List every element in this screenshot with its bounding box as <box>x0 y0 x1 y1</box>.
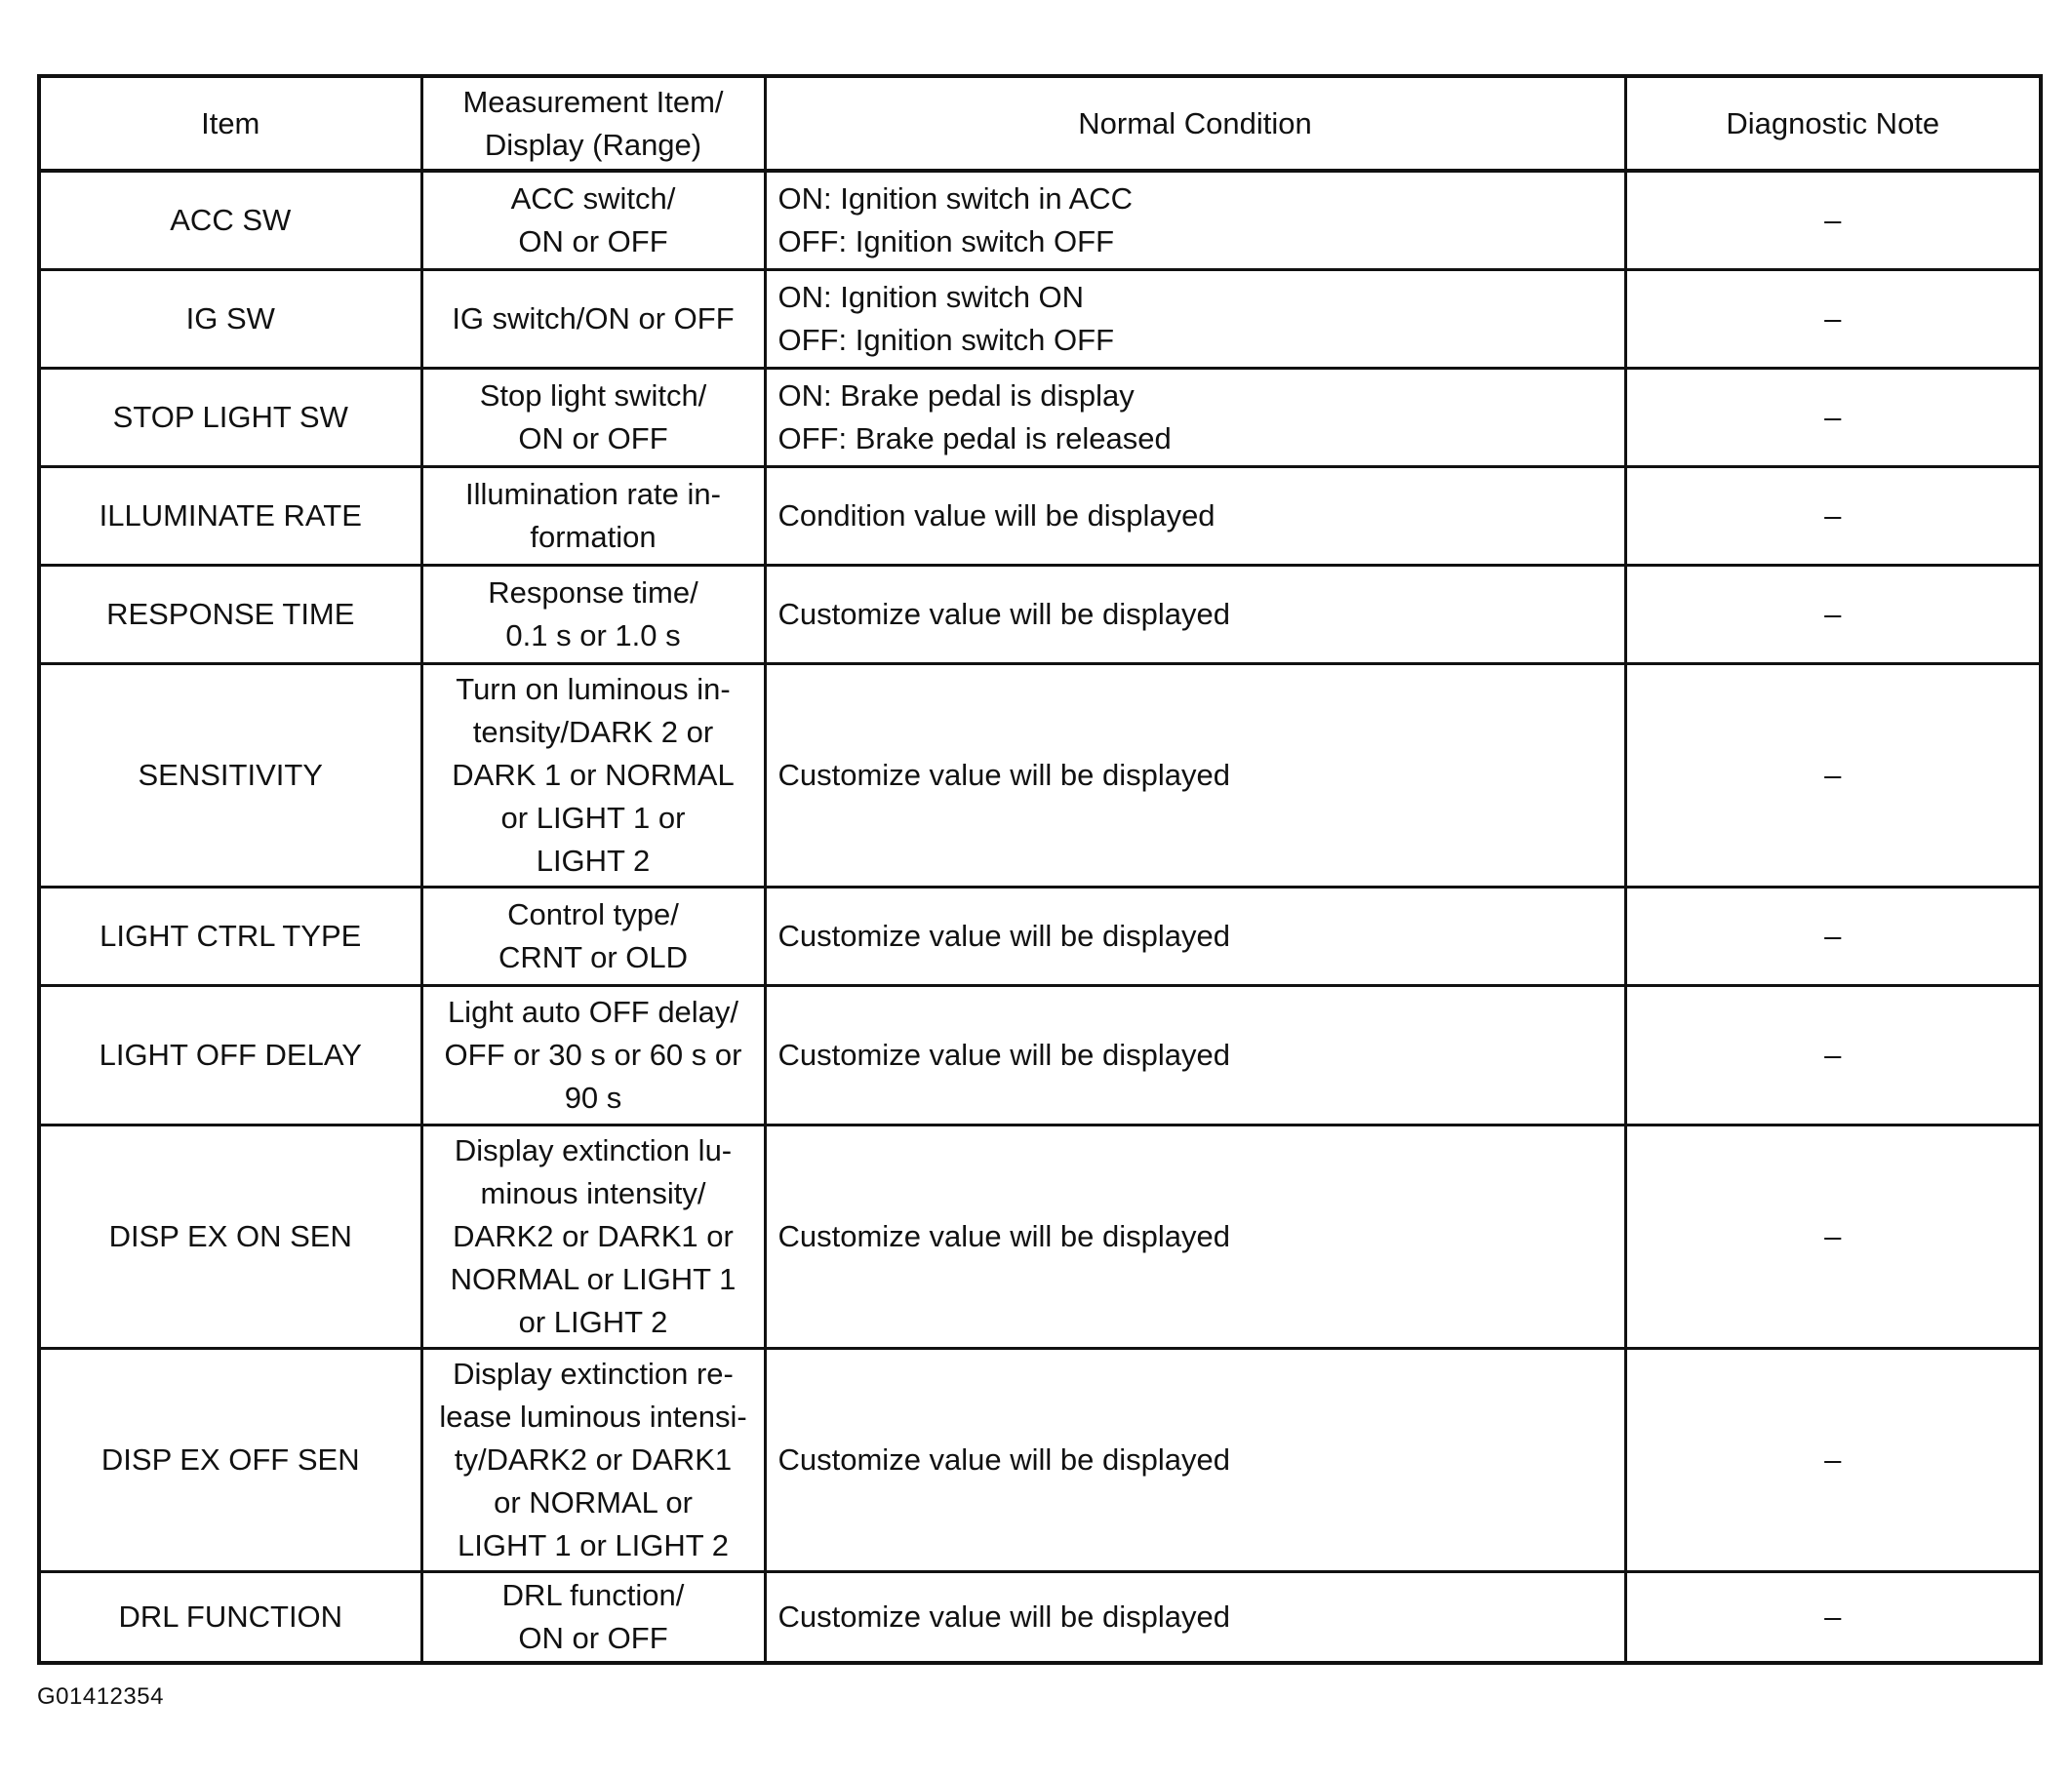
data-list-table <box>37 74 2043 1665</box>
condition-line: Customize value will be displayed <box>777 918 1231 953</box>
measurement-line: Stop light switch/ <box>479 377 707 413</box>
condition-cell <box>765 887 1625 985</box>
measurement-line: lease luminous intensi- <box>439 1399 747 1434</box>
table-row <box>39 171 2041 269</box>
table-row <box>39 985 2041 1125</box>
measurement-cell <box>421 565 765 663</box>
measurement-line: or LIGHT 1 or <box>500 800 686 835</box>
condition-cell <box>765 171 1625 269</box>
header-normal-condition: Normal Condition <box>765 76 1625 171</box>
condition-line: OFF: Ignition switch OFF <box>777 322 1115 357</box>
item-cell: SENSITIVITY <box>39 663 421 887</box>
header-item: Item <box>39 76 421 171</box>
measurement-line: Display extinction re- <box>453 1356 734 1391</box>
table-row <box>39 663 2041 887</box>
measurement-line: Light auto OFF delay/ <box>447 994 739 1029</box>
condition-line: Customize value will be displayed <box>777 1599 1231 1634</box>
table-row <box>39 1125 2041 1348</box>
measurement-cell <box>421 1571 765 1663</box>
measurement-line: or NORMAL or <box>494 1484 693 1520</box>
condition-cell <box>765 565 1625 663</box>
condition-cell <box>765 1571 1625 1663</box>
condition-line: Customize value will be displayed <box>777 1441 1231 1477</box>
header-diagnostic-note: Diagnostic Note <box>1625 76 2041 171</box>
measurement-line: minous intensity/ <box>480 1175 706 1210</box>
measurement-line: Turn on luminous in- <box>456 671 731 706</box>
measurement-line: DRL function/ <box>501 1577 685 1612</box>
measurement-line: LIGHT 2 <box>536 843 651 878</box>
condition-line: ON: Ignition switch in ACC <box>777 180 1134 216</box>
item-cell: ACC SW <box>39 171 421 269</box>
measurement-line: NORMAL or LIGHT 1 <box>450 1261 737 1296</box>
measurement-cell <box>421 171 765 269</box>
item-cell: STOP LIGHT SW <box>39 368 421 466</box>
table-row <box>39 1571 2041 1663</box>
measurement-line: 0.1 s or 1.0 s <box>505 617 681 652</box>
measurement-cell <box>421 1125 765 1348</box>
note-cell: – <box>1625 466 2041 565</box>
condition-cell <box>765 1125 1625 1348</box>
table-row <box>39 368 2041 466</box>
table-header-row <box>39 76 2041 171</box>
item-cell: DRL FUNCTION <box>39 1571 421 1663</box>
condition-cell <box>765 269 1625 368</box>
measurement-line: tensity/DARK 2 or <box>472 714 714 749</box>
measurement-line: OFF or 30 s or 60 s or <box>444 1037 742 1072</box>
measurement-line: Control type/ <box>507 896 679 931</box>
measurement-line: 90 s <box>564 1080 622 1115</box>
header-measurement-line: Display (Range) <box>484 127 702 162</box>
table-row <box>39 269 2041 368</box>
item-cell: DISP EX OFF SEN <box>39 1348 421 1571</box>
item-cell: LIGHT CTRL TYPE <box>39 887 421 985</box>
condition-cell <box>765 466 1625 565</box>
measurement-line: ty/DARK2 or DARK1 <box>454 1441 733 1477</box>
table-row <box>39 887 2041 985</box>
measurement-cell <box>421 887 765 985</box>
condition-line: Customize value will be displayed <box>777 596 1231 631</box>
measurement-line: or LIGHT 2 <box>518 1304 668 1339</box>
measurement-line: Illumination rate in- <box>465 476 721 511</box>
table-row <box>39 565 2041 663</box>
condition-line: Condition value will be displayed <box>777 497 1215 533</box>
note-cell: – <box>1625 269 2041 368</box>
condition-line: ON: Ignition switch ON <box>777 279 1085 314</box>
measurement-line: formation <box>530 519 657 554</box>
item-cell: LIGHT OFF DELAY <box>39 985 421 1125</box>
condition-cell <box>765 663 1625 887</box>
condition-line: OFF: Ignition switch OFF <box>777 223 1115 258</box>
measurement-line: ON or OFF <box>518 1620 668 1655</box>
measurement-line: IG switch/ON or OFF <box>452 300 735 336</box>
table-row <box>39 1348 2041 1571</box>
measurement-line: LIGHT 1 or LIGHT 2 <box>458 1527 729 1562</box>
note-cell: – <box>1625 171 2041 269</box>
note-cell: – <box>1625 565 2041 663</box>
measurement-line: DARK 1 or NORMAL <box>452 757 735 792</box>
condition-line: ON: Brake pedal is display <box>777 377 1135 413</box>
condition-line: Customize value will be displayed <box>777 1218 1231 1253</box>
item-cell: RESPONSE TIME <box>39 565 421 663</box>
note-cell: – <box>1625 985 2041 1125</box>
measurement-line: Response time/ <box>488 574 698 610</box>
note-cell: – <box>1625 887 2041 985</box>
note-cell: – <box>1625 1125 2041 1348</box>
condition-line: OFF: Brake pedal is released <box>777 420 1172 455</box>
measurement-line: Display extinction lu- <box>454 1132 733 1167</box>
header-measurement <box>421 76 765 171</box>
measurement-line: CRNT or OLD <box>498 939 689 974</box>
note-cell: – <box>1625 368 2041 466</box>
measurement-cell <box>421 1348 765 1571</box>
item-cell: IG SW <box>39 269 421 368</box>
condition-line: Customize value will be displayed <box>777 1037 1231 1072</box>
condition-cell <box>765 368 1625 466</box>
measurement-cell <box>421 663 765 887</box>
measurement-cell <box>421 269 765 368</box>
measurement-line: DARK2 or DARK1 or <box>453 1218 734 1253</box>
note-cell: – <box>1625 663 2041 887</box>
table-row <box>39 466 2041 565</box>
measurement-cell <box>421 466 765 565</box>
note-cell: – <box>1625 1348 2041 1571</box>
measurement-cell <box>421 368 765 466</box>
item-cell: ILLUMINATE RATE <box>39 466 421 565</box>
measurement-cell <box>421 985 765 1125</box>
note-cell: – <box>1625 1571 2041 1663</box>
figure-code: G01412354 <box>37 1683 164 1710</box>
item-cell: DISP EX ON SEN <box>39 1125 421 1348</box>
measurement-line: ON or OFF <box>518 420 668 455</box>
header-measurement-line: Measurement Item/ <box>462 84 724 119</box>
measurement-line: ACC switch/ <box>510 180 676 216</box>
condition-cell <box>765 1348 1625 1571</box>
condition-cell <box>765 985 1625 1125</box>
measurement-line: ON or OFF <box>518 223 668 258</box>
condition-line: Customize value will be displayed <box>777 757 1231 792</box>
